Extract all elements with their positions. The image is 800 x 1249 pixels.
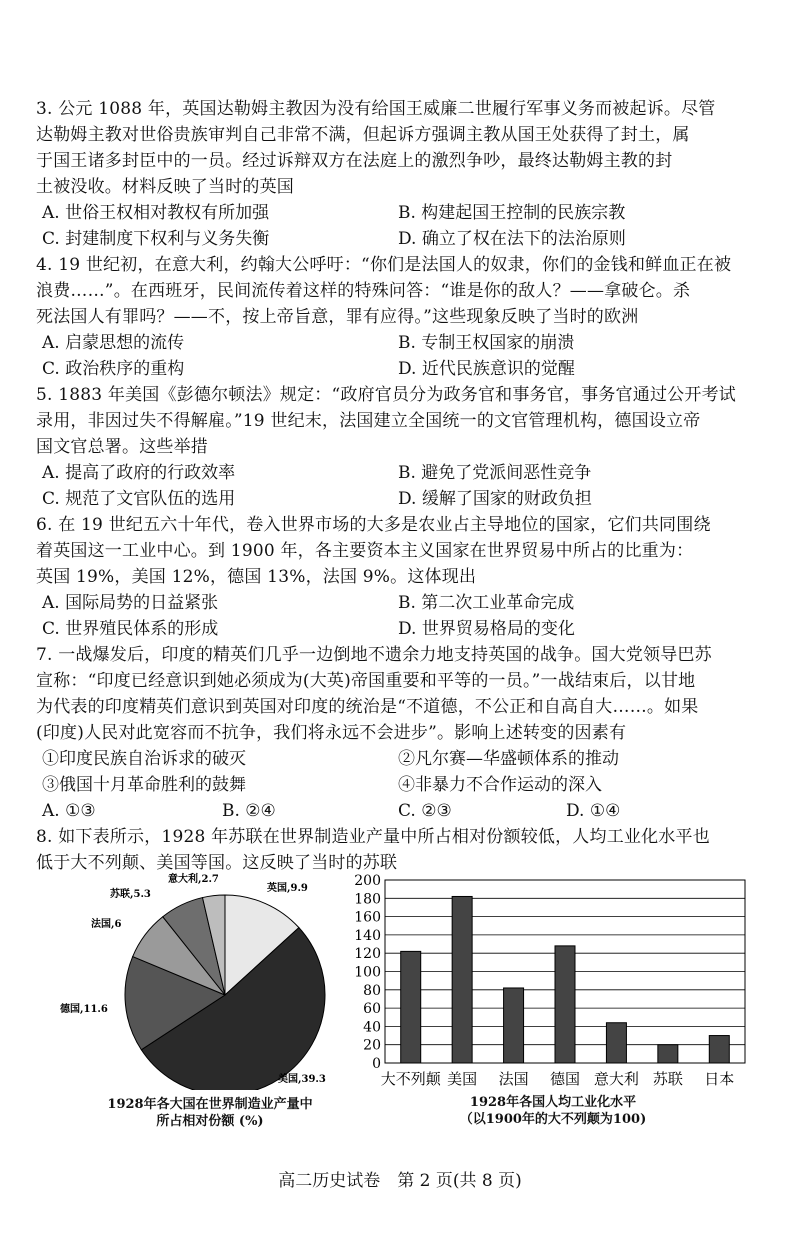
option-d: D. 缓解了国家的财政负担 bbox=[398, 489, 592, 509]
option-b: B. 专制王权国家的崩溃 bbox=[398, 333, 575, 353]
option-d: D. 确立了权在法下的法治原则 bbox=[398, 229, 626, 249]
stem-line: 5. 1883 年美国《彭德尔顿法》规定：“政府官员分为政务官和事务官，事务官通过公开考试 bbox=[36, 385, 736, 405]
pie-caption bbox=[70, 1096, 350, 1130]
bar-caption-line: （以1900年的大不列颠为100) bbox=[459, 1112, 647, 1127]
question-6 bbox=[36, 512, 766, 590]
y-tick-label: 120 bbox=[354, 946, 381, 963]
question-stem bbox=[36, 382, 766, 460]
bar-bars bbox=[401, 896, 730, 1063]
numbered-item-3: ③俄国十月革命胜利的鼓舞 bbox=[42, 775, 246, 795]
pie-slice-label: 苏联,5.3 bbox=[110, 889, 151, 900]
option-b: B. 避免了党派间恶性竞争 bbox=[398, 463, 592, 483]
bar-caption-line: 1928年各国人均工业化水平 bbox=[469, 1095, 637, 1110]
y-tick-label: 140 bbox=[354, 927, 381, 944]
stem-line: 3. 公元 1088 年，英国达勒姆主教因为没有给国王威廉二世履行军事义务而被起诉。尽管 bbox=[36, 99, 716, 119]
option-d: D. 近代民族意识的觉醒 bbox=[398, 359, 575, 379]
question-8 bbox=[36, 824, 766, 876]
y-tick-label: 20 bbox=[363, 1037, 381, 1054]
option-c: C. 封建制度下权利与义务失衡 bbox=[42, 229, 270, 249]
option-c: C. 世界殖民体系的形成 bbox=[42, 619, 219, 639]
x-tick-label: 苏联 bbox=[652, 1070, 683, 1088]
bar-chart bbox=[340, 870, 760, 1095]
stem-line: 死法国人有罪吗？——不，按上帝旨意，罪有应得。”这些现象反映了当时的欧洲 bbox=[36, 307, 639, 327]
bar-2 bbox=[504, 988, 524, 1063]
bar-0 bbox=[401, 951, 421, 1063]
question-stem bbox=[36, 512, 766, 590]
bar-5 bbox=[658, 1045, 678, 1063]
x-tick-label: 德国 bbox=[549, 1070, 581, 1088]
question-stem bbox=[36, 252, 766, 330]
pie-slice-label: 英国,9.9 bbox=[267, 883, 308, 894]
numbered-item-1: ①印度民族自治诉求的破灭 bbox=[42, 749, 246, 769]
stem-line: 宣称：“印度已经意识到她必须成为(大英)帝国重要和平等的一员。”一战结束后，以甘地 bbox=[36, 671, 696, 691]
option-c: C. 规范了文官队伍的选用 bbox=[42, 489, 236, 509]
pie-slices bbox=[125, 895, 325, 1090]
numbered-item-2: ②凡尔赛—华盛顿体系的推动 bbox=[398, 749, 619, 769]
option-c: C. 政治秩序的重构 bbox=[42, 359, 185, 379]
stem-line: 6. 在 19 世纪五六十年代，卷入世界市场的大多是农业占主导地位的国家，它们共同围绕 bbox=[36, 515, 711, 535]
y-tick-label: 40 bbox=[363, 1019, 381, 1036]
option-c: C. ②③ bbox=[398, 801, 452, 821]
bar-3 bbox=[555, 946, 575, 1063]
stem-line: 录用，非因过失不得解雇。”19 世纪末，法国建立全国统一的文官管理机构，德国设立帝 bbox=[36, 411, 701, 431]
pie-caption-line: 1928年各大国在世界制造业产量中 bbox=[107, 1097, 313, 1112]
option-a: A. 提高了政府的行政效率 bbox=[42, 463, 236, 483]
bar-6 bbox=[709, 1036, 729, 1063]
stem-line: 达勒姆主教对世俗贵族审判自己非常不满，但起诉方强调主教从国王处获得了封土，属 bbox=[36, 125, 690, 145]
stem-line: 于国王诸多封臣中的一员。经过诉辩双方在法庭上的激烈争吵，最终达勒姆主教的封 bbox=[36, 151, 673, 171]
bar-1 bbox=[452, 896, 472, 1063]
stem-line: (印度)人民对此宽容而不抗争，我们将永远不会进步”。影响上述转变的因素有 bbox=[36, 723, 627, 743]
y-tick-label: 0 bbox=[372, 1056, 381, 1072]
stem-line: 国文官总署。这些举措 bbox=[36, 437, 208, 457]
bar-x-ticks bbox=[381, 1070, 735, 1088]
stem-line: 英国 19%，美国 12%，德国 13%，法国 9%。这体现出 bbox=[36, 567, 477, 587]
option-d: D. ①④ bbox=[566, 801, 621, 821]
question-stem bbox=[36, 96, 766, 200]
option-a: A. 国际局势的日益紧张 bbox=[42, 593, 219, 613]
option-a: A. 世俗王权相对教权有所加强 bbox=[42, 203, 270, 223]
pie-caption-line: 所占相对份额 (%) bbox=[156, 1114, 264, 1129]
x-tick-label: 日本 bbox=[704, 1070, 735, 1088]
x-tick-label: 法国 bbox=[498, 1070, 529, 1088]
stem-line: 浪费……”。在西班牙，民间流传着这样的特殊问答：“谁是你的敌人？——拿破仑。杀 bbox=[36, 281, 691, 301]
option-b: B. 构建起国王控制的民族宗教 bbox=[398, 203, 626, 223]
x-tick-label: 大不列颠 bbox=[380, 1070, 441, 1088]
question-stem bbox=[36, 642, 766, 746]
pie-chart bbox=[60, 870, 360, 1090]
question-4 bbox=[36, 252, 766, 330]
stem-line: 土被没收。材料反映了当时的英国 bbox=[36, 177, 294, 197]
pie-slice-label: 德国,11.6 bbox=[60, 1004, 108, 1015]
option-b: B. 第二次工业革命完成 bbox=[398, 593, 575, 613]
question-stem bbox=[36, 824, 766, 876]
numbered-item-4: ④非暴力不合作运动的深入 bbox=[398, 775, 602, 795]
question-5 bbox=[36, 382, 766, 460]
y-tick-label: 200 bbox=[354, 873, 381, 889]
stem-line: 低于大不列颠、美国等国。这反映了当时的苏联 bbox=[36, 853, 398, 873]
stem-line: 着英国这一工业中心。到 1900 年，各主要资本主义国家在世界贸易中所占的比重为： bbox=[36, 541, 694, 561]
option-a: A. ①③ bbox=[42, 801, 96, 821]
question-7 bbox=[36, 642, 766, 746]
page-footer: 高二历史试卷 第 2 页(共 8 页) bbox=[278, 1171, 522, 1191]
bar-y-ticks bbox=[354, 873, 381, 1072]
option-b: B. ②④ bbox=[222, 801, 276, 821]
bar-caption bbox=[418, 1094, 688, 1128]
option-d: D. 世界贸易格局的变化 bbox=[398, 619, 575, 639]
stem-line: 8. 如下表所示，1928 年苏联在世界制造业产量中所占相对份额较低，人均工业化水平也 bbox=[36, 827, 710, 847]
y-tick-label: 60 bbox=[363, 1001, 381, 1018]
y-tick-label: 100 bbox=[354, 964, 381, 981]
pie-slice-label: 意大利,2.7 bbox=[168, 874, 219, 885]
option-a: A. 启蒙思想的流传 bbox=[42, 333, 185, 353]
stem-line: 为代表的印度精英们意识到英国对印度的统治是“不道德，不公正和自高自大……。如果 bbox=[36, 697, 699, 717]
pie-slice-label: 美国,39.3 bbox=[278, 1074, 326, 1085]
x-tick-label: 意大利 bbox=[593, 1070, 639, 1088]
y-tick-label: 80 bbox=[363, 982, 381, 999]
y-tick-label: 160 bbox=[354, 909, 381, 926]
x-tick-label: 美国 bbox=[447, 1070, 478, 1088]
pie-slice-label: 法国,6 bbox=[91, 919, 122, 930]
y-tick-label: 180 bbox=[354, 891, 381, 908]
stem-line: 7. 一战爆发后，印度的精英们几乎一边倒地不遗余力地支持英国的战争。国大党领导巴苏 bbox=[36, 645, 712, 665]
question-3 bbox=[36, 96, 766, 200]
bar-4 bbox=[606, 1023, 626, 1063]
stem-line: 4. 19 世纪初，在意大利，约翰大公呼吁：“你们是法国人的奴隶，你们的金钱和鲜血正在被 bbox=[36, 255, 732, 275]
